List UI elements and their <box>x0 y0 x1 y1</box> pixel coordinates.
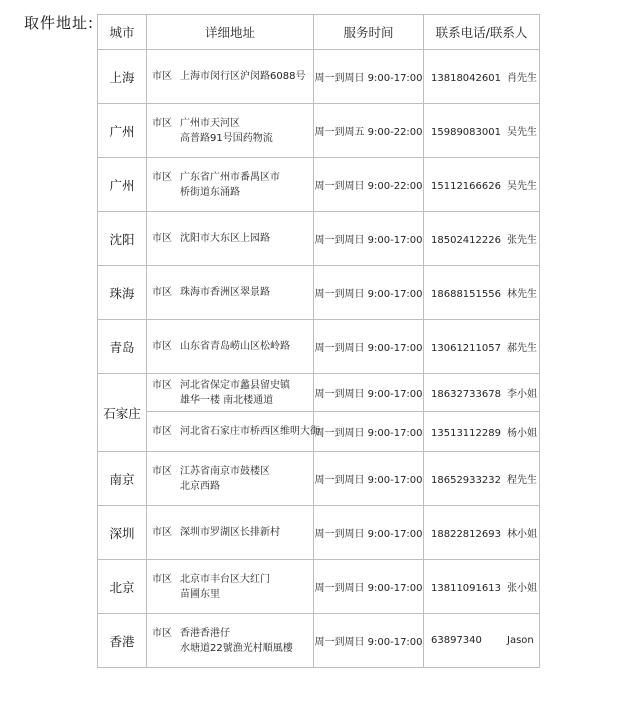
area-label: 市区 <box>152 287 172 298</box>
table-row <box>98 374 540 412</box>
address-cell <box>147 412 320 452</box>
city-cell: 青岛 <box>98 320 147 374</box>
address-line: 桥街道东涌路 <box>180 186 240 198</box>
address-line: 沈阳市大东区上园路 <box>180 233 270 244</box>
phone-number: 18822812693 <box>431 529 501 540</box>
area-label: 市区 <box>152 426 172 437</box>
city-cell: 南京 <box>98 452 147 506</box>
address-cell <box>147 374 314 412</box>
hours-cell: 周一到周日 9:00-17:00 <box>314 506 424 560</box>
city-cell: 珠海 <box>98 266 147 320</box>
city-cell: 广州 <box>98 104 147 158</box>
address-line: 高普路91号国药物流 <box>180 132 273 144</box>
contact-cell <box>424 506 540 560</box>
hours-cell: 周一到周日 9:00-17:00 <box>314 212 424 266</box>
contact-person: 林小姐 <box>507 529 537 540</box>
area-label: 市区 <box>152 573 172 585</box>
hours-cell: 周一到周日 9:00-17:00 <box>314 412 424 452</box>
table-header-row <box>98 15 540 50</box>
contact-person: 吴先生 <box>507 127 537 138</box>
address-lines <box>180 464 270 494</box>
city-cell: 香港 <box>98 614 147 668</box>
area-label: 市区 <box>152 627 172 639</box>
address-cell <box>147 560 314 614</box>
pickup-address-table-wrap <box>97 14 539 668</box>
contact-cell <box>424 320 540 374</box>
table-row <box>98 506 540 560</box>
address-line: 河北省石家庄市桥西区维明大街 <box>180 426 320 437</box>
table-row <box>98 266 540 320</box>
contact-person: 李小姐 <box>507 389 537 400</box>
contact-cell <box>424 50 540 104</box>
table-row <box>98 212 540 266</box>
address-line: 江苏省南京市鼓楼区 <box>180 465 270 477</box>
area-label: 市区 <box>152 71 172 82</box>
address-lines <box>180 69 305 84</box>
address-lines <box>180 339 290 354</box>
phone-number: 63897340 <box>431 635 482 646</box>
city-cell: 沈阳 <box>98 212 147 266</box>
phone-number: 13061211057 <box>431 343 501 354</box>
hours-cell: 周一到周日 9:00-17:00 <box>314 50 424 104</box>
table-row <box>98 560 540 614</box>
header-contact: 联系电话/联系人 <box>424 15 540 50</box>
city-cell: 深圳 <box>98 506 147 560</box>
contact-cell <box>424 158 540 212</box>
address-cell <box>147 50 314 104</box>
phone-number: 18502412226 <box>431 235 501 246</box>
area-label: 市区 <box>152 465 172 477</box>
contact-person: Jason <box>507 635 534 646</box>
address-lines <box>180 231 270 246</box>
hours-cell: 周一到周日 9:00-17:00 <box>314 320 424 374</box>
phone-number: 13513112289 <box>431 428 501 439</box>
hours-cell: 周一到周日 9:00-17:00 <box>314 374 424 412</box>
address-line: 北京市丰台区大红门 <box>180 573 270 585</box>
contact-person: 张小姐 <box>507 583 537 594</box>
area-label: 市区 <box>152 527 172 538</box>
address-line: 河北省保定市蠡县留史镇 <box>180 379 290 391</box>
city-cell: 石家庄 <box>98 374 147 452</box>
address-line: 上海市闵行区沪闵路6088号 <box>180 71 306 82</box>
address-lines <box>180 525 280 540</box>
contact-cell <box>424 266 540 320</box>
phone-number: 18652933232 <box>431 475 501 486</box>
address-lines <box>180 378 290 408</box>
address-line: 香港香港仔 <box>180 627 230 639</box>
address-cell <box>147 104 314 158</box>
header-hours: 服务时间 <box>314 15 424 50</box>
contact-person: 郝先生 <box>507 343 537 354</box>
area-label: 市区 <box>152 171 172 183</box>
address-cell <box>147 506 314 560</box>
address-line: 广东省广州市番禺区市 <box>180 171 280 183</box>
contact-person: 杨小姐 <box>507 428 537 439</box>
city-cell: 广州 <box>98 158 147 212</box>
contact-person: 肖先生 <box>507 73 537 84</box>
address-lines <box>180 572 270 602</box>
area-label: 市区 <box>152 233 172 244</box>
page-label: 取件地址: <box>24 14 95 32</box>
phone-number: 18632733678 <box>431 389 501 400</box>
header-city: 城市 <box>98 15 147 50</box>
address-line: 珠海市香洲区翠景路 <box>180 287 270 298</box>
address-line: 深圳市罗湖区长排新村 <box>180 527 280 538</box>
table-row <box>98 158 540 212</box>
table-row <box>98 50 540 104</box>
phone-number: 13818042601 <box>431 73 501 84</box>
header-address: 详细地址 <box>147 15 314 50</box>
contact-cell <box>424 412 540 452</box>
hours-cell: 周一到周日 9:00-22:00 <box>314 158 424 212</box>
contact-person: 吴先生 <box>507 181 537 192</box>
hours-cell: 周一到周日 9:00-17:00 <box>314 614 424 668</box>
table-row <box>98 614 540 668</box>
table-body <box>98 50 540 668</box>
table-row <box>98 104 540 158</box>
address-line: 苗圃东里 <box>180 588 220 600</box>
contact-cell <box>424 560 540 614</box>
address-cell <box>147 158 314 212</box>
phone-number: 13811091613 <box>431 583 501 594</box>
address-line: 雄华一楼 南北楼通道 <box>180 394 274 406</box>
contact-cell <box>424 212 540 266</box>
address-cell <box>147 266 314 320</box>
address-lines <box>180 170 280 200</box>
hours-cell: 周一到周日 9:00-17:00 <box>314 266 424 320</box>
phone-number: 15989083001 <box>431 127 501 138</box>
contact-person: 程先生 <box>507 475 537 486</box>
hours-cell: 周一到周日 9:00-17:00 <box>314 560 424 614</box>
phone-number: 18688151556 <box>431 289 501 300</box>
address-lines <box>180 424 320 439</box>
contact-cell <box>424 104 540 158</box>
contact-cell <box>424 614 540 668</box>
address-line: 广州市天河区 <box>180 117 240 129</box>
address-line: 山东省青岛崂山区松岭路 <box>180 341 290 352</box>
table-row <box>98 412 540 452</box>
address-line: 北京西路 <box>180 480 220 492</box>
address-cell <box>147 452 314 506</box>
address-cell <box>147 320 314 374</box>
table-row <box>98 452 540 506</box>
address-lines <box>180 626 293 656</box>
hours-cell: 周一到周五 9:00-22:00 <box>314 104 424 158</box>
contact-cell <box>424 452 540 506</box>
area-label: 市区 <box>152 341 172 352</box>
table-row <box>98 320 540 374</box>
address-lines <box>180 116 273 146</box>
address-line: 水塘道22號漁光村順風樓 <box>180 642 293 654</box>
city-cell: 上海 <box>98 50 147 104</box>
contact-person: 张先生 <box>507 235 537 246</box>
area-label: 市区 <box>152 117 172 129</box>
pickup-address-table <box>97 14 540 668</box>
contact-person: 林先生 <box>507 289 537 300</box>
contact-cell <box>424 374 540 412</box>
phone-number: 15112166626 <box>431 181 501 192</box>
address-cell <box>147 212 314 266</box>
city-cell: 北京 <box>98 560 147 614</box>
hours-cell: 周一到周日 9:00-17:00 <box>314 452 424 506</box>
address-cell <box>147 614 314 668</box>
area-label: 市区 <box>152 379 172 391</box>
address-lines <box>180 285 270 300</box>
